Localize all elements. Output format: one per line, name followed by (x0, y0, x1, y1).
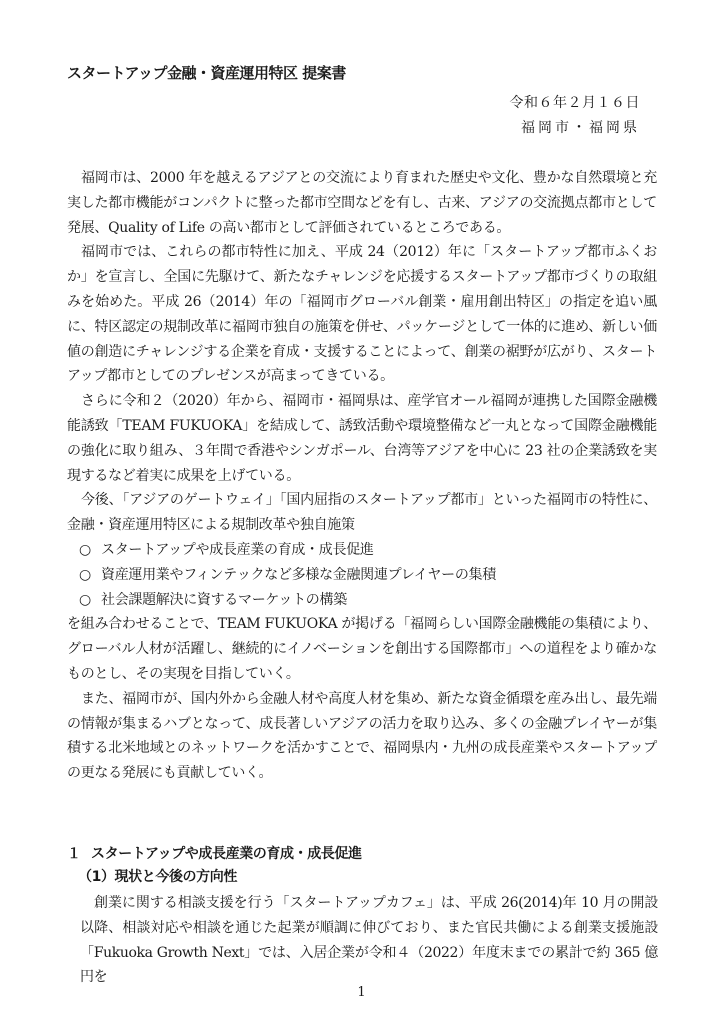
page-number: 1 (357, 985, 366, 1000)
paragraph-2: 福岡市では、これらの都市特性に加え、平成 24（2012）年に「スタートアップ都市ふくおか」を宣言し、全国に先駆けて、新たなチャレンジを応援するスタートアップ都市づくりの取組みを始めた。平成 26（2014）年の「福岡市グローバル創業・雇用創出特区」の指定を追い風に、特区認定の規制改革に福岡市独自の施策を併せ、パッケージとして一体的に進め、新しい価値の創造にチャレンジする企業を育成・支援することによって、創業の裾野が広がり、スタートアップ都市としてのプレゼンスが高まってきている。 (67, 244, 657, 385)
bullet-text: 社会課題解決に資するマーケットの構築 (101, 591, 347, 608)
section-body (80, 891, 658, 990)
bullet-text: 資産運用業やフィンテックなど多様な金融関連プレイヤーの集積 (101, 566, 496, 583)
list-item (67, 588, 657, 613)
paragraph-last: また、福岡市が、国内外から金融人材や高度人材を集め、新たな資金循環を産み出し、最先端の情報が集まるハブとなって、成長著しいアジアの活力を取り込み、多くの金融プレイヤーが集積する北米地域とのネットワークを活かすことで、福岡県内・九州の成長産業やスタートアップの更なる発展にも貢献していく。 (67, 690, 657, 782)
bullet-circle-icon: ○ (79, 541, 91, 558)
section-paragraph: 創業に関する相談支援を行う「スタートアップカフェ」は、平成 26(2014)年 10 月の開設以降、相談対応や相談を通じた起業が順調に伸びており、また官民共働による創業支援施設「Fukuoka Growth Next」では、入居企業が令和４（2022）年度末までの累計で約 365 億円を (80, 895, 658, 986)
section-title: スタートアップや成長産業の育成・成長促進 (91, 846, 362, 862)
section-number: １ (67, 846, 81, 862)
document-date: 令和６年２月１６日 (509, 95, 640, 111)
paragraph-1: 福岡市は、2000 年を越えるアジアとの交流により育まれた歴史や文化、豊かな自然環境と充実した都市機能がコンパクトに整った都市空間などを有し、古来、アジアの交流拠点都市として発展、Quality of Life の高い都市として評価されているところである。 (67, 170, 657, 236)
bullet-text: スタートアップや成長産業の育成・成長促進 (101, 541, 374, 558)
subsection-heading: （1）現状と今後の方向性 (78, 869, 237, 885)
paragraph-4: 今後、「アジアのゲートウェイ」「国内屈指のスタートアップ都市」といった福岡市の特性に、金融・資産運用特区による規制改革や独自施策 (67, 492, 657, 534)
list-item (67, 563, 657, 588)
paragraph-3: さらに令和２（2020）年から、福岡市・福岡県は、産学官オール福岡が連携した国際金融機能誘致「TEAM FUKUOKA」を結成して、誘致活動や環境整備など一丸となって国際金融機能の強化に取り組み、３年間で香港やシンガポール、台湾等アジアを中心に 23 社の企業誘致を実現するなど着実に成果を上げている。 (67, 393, 657, 484)
bullet-circle-icon: ○ (79, 566, 91, 583)
bullet-circle-icon: ○ (79, 591, 91, 608)
document-organization: 福岡市・福岡県 (521, 120, 640, 136)
paragraph-continuation: を組み合わせることで、TEAM FUKUOKA が掲げる「福岡らしい国際金融機能の集積により、グローバル人材が活躍し、継続的にイノベーションを創出する国際都市」への道程をより確かなものとし、その実現を目指していく。 (67, 616, 657, 682)
section-heading (67, 843, 362, 863)
intro-body (67, 166, 657, 786)
bullet-list (67, 538, 657, 612)
list-item (67, 538, 657, 563)
document-title: スタートアップ金融・資産運用特区 提案書 (67, 64, 346, 82)
